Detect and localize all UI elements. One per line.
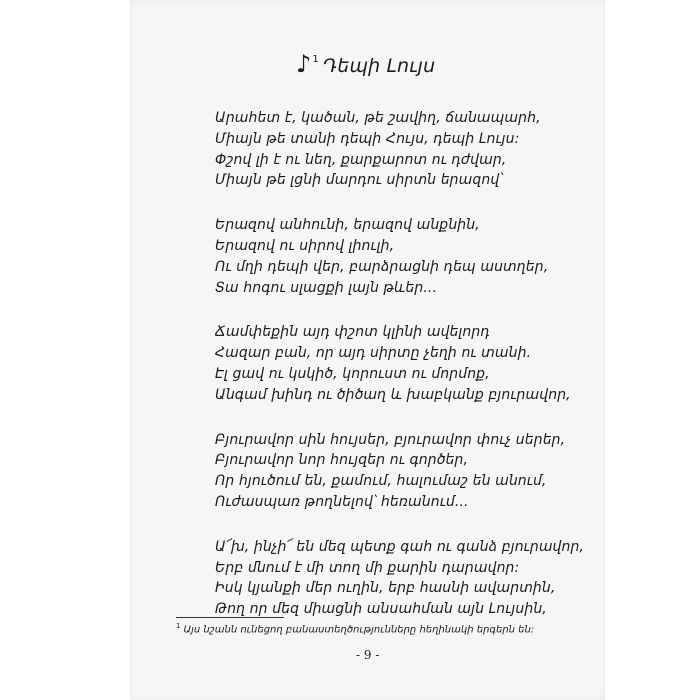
poem-line: Ու մղի դեպի վեր, բարձրացնի դեպ աստղեր, xyxy=(215,258,549,275)
poem-line: Բյուրավոր նոր հույզեր ու գործեր, xyxy=(215,452,469,469)
poem-line: Որ հյուծում են, քամում, հալումաշ են անում, xyxy=(215,473,547,490)
poem-line: Ճամփեքին այդ փշոտ կլինի ավելորդ xyxy=(215,324,490,341)
stanza xyxy=(215,108,615,191)
title-footnote-marker: 1 xyxy=(312,54,319,65)
stanza xyxy=(215,430,615,513)
footnote xyxy=(176,622,534,635)
footnote-divider xyxy=(176,617,284,618)
poem-line: Բյուրավոր սին հույսեր, բյուրավոր փուչ սերեր, xyxy=(215,431,566,448)
book-page xyxy=(130,0,605,700)
poem-line: Երբ մնում է մի տող մի քարին դարավոր: xyxy=(215,559,520,576)
poem-line: Թող որ մեզ միացնի անսահման այն Լույսին, xyxy=(215,601,547,618)
poem-line: Էլ ցավ ու կսկիծ, կորուստ ու մորմոք, xyxy=(215,365,490,382)
poem-line: Ուժասպառ թողնելով՝ հեռանում... xyxy=(215,493,469,510)
page-number: - 9 - xyxy=(356,648,380,662)
musical-note-icon: ♪ xyxy=(296,50,312,78)
poem-line: Անգամ խինդ ու ծիծաղ և խաբկանք բյուրավոր, xyxy=(215,386,571,403)
poem-line: Արահետ է, կածան, թե շավիղ, ճանապարհ, xyxy=(215,110,541,126)
poem-line: Հազար բան, որ այդ սիրտը չեղի ու տանի. xyxy=(215,345,532,362)
poem-line: Փշով լի է ու նեղ, քարքարոտ ու դժվար, xyxy=(215,151,507,168)
stanza xyxy=(215,215,615,298)
poem-body xyxy=(215,108,615,644)
stanza xyxy=(215,322,615,405)
poem-title xyxy=(296,52,435,84)
poem-line: Երազով անհունի, երազով անքնին, xyxy=(215,217,480,234)
footnote-marker: 1 xyxy=(176,622,181,630)
poem-line: Միայն թե տանի դեպի Հույս, դեպի Լույս: xyxy=(215,130,520,147)
stanza xyxy=(215,537,615,620)
poem-line: Ա՜խ, ինչի՜ են մեզ պետք գահ ու գանձ բյուրավոր, xyxy=(215,538,585,555)
poem-line: Իսկ կյանքի մեր ուղին, երբ հասնի ավարտին, xyxy=(215,580,556,597)
footnote-text: Այս նշանն ունեցող բանաստեղծությունները հեղինակի երգերն են: xyxy=(183,624,535,636)
poem-line: Երազով ու սիրով լիուլի, xyxy=(215,237,395,254)
poem-line: Միայն թե լցնի մարդու սիրտն երազով՝ xyxy=(215,172,503,189)
title-text: Դեպի Լույս xyxy=(322,55,436,77)
poem-line: Տա հոգու սլացքի լայն թևեր... xyxy=(215,279,437,296)
